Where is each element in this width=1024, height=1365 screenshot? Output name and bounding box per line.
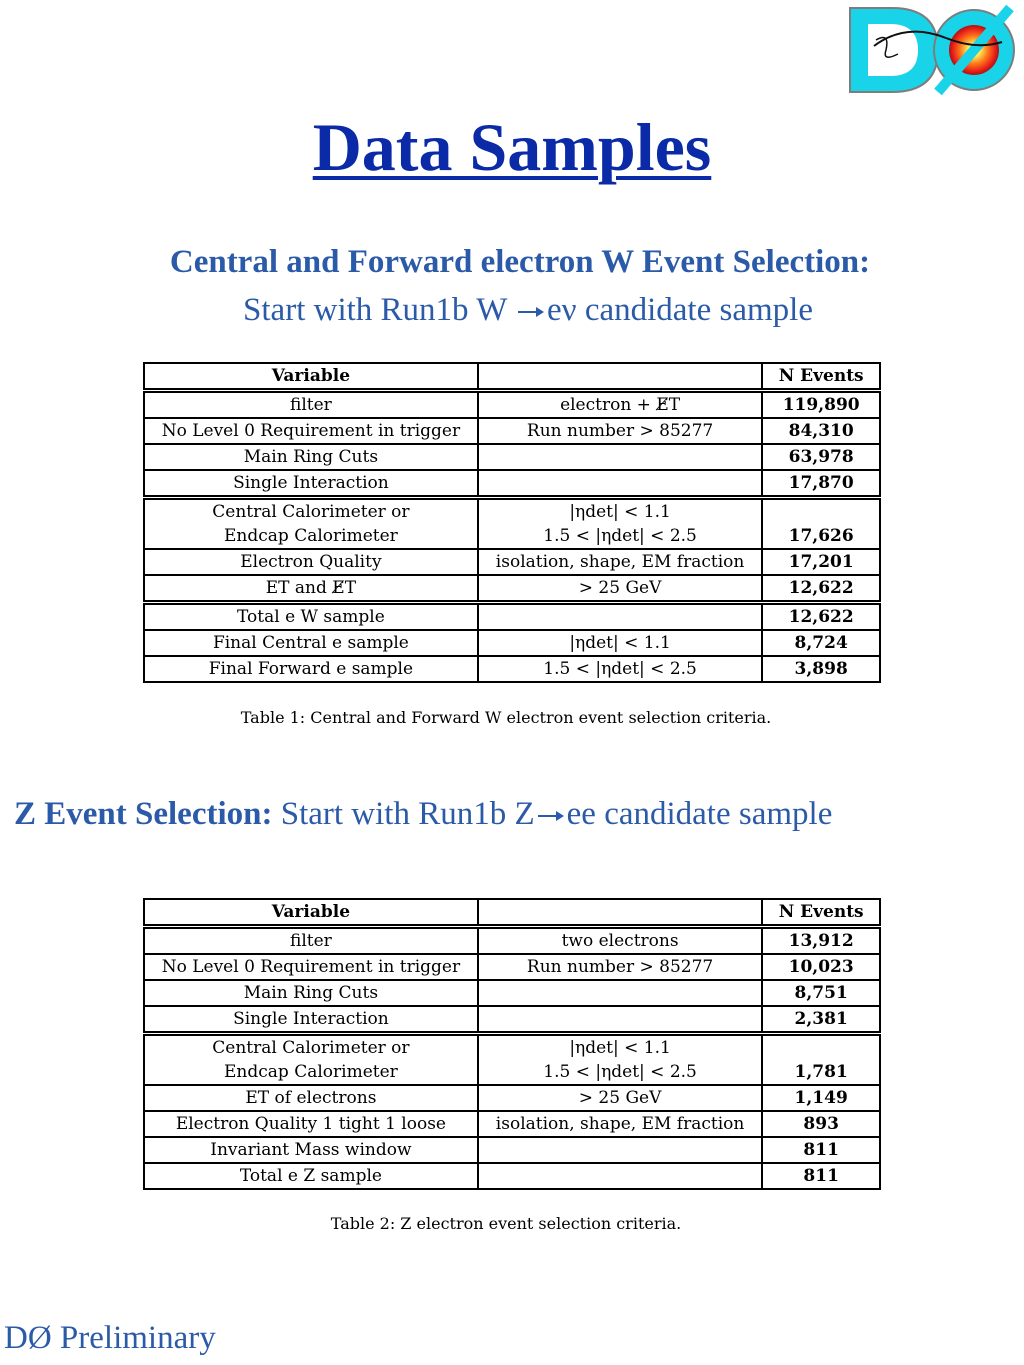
- page-title-text: Data Samples: [312, 109, 712, 185]
- cell-variable: Invariant Mass window: [144, 1137, 478, 1163]
- cell-criteria: isolation, shape, EM fraction: [478, 549, 763, 575]
- z-line-suffix: ee candidate sample: [566, 796, 833, 832]
- cell-n-events: 63,978: [762, 444, 880, 470]
- cell-criteria: |ηdet| < 1.1 1.5 < |ηdet| < 2.5: [478, 1034, 763, 1086]
- d0-logo: [846, 2, 1018, 98]
- table-row: [144, 656, 880, 682]
- header-n-events: N Events: [762, 899, 880, 927]
- cell-variable: Electron Quality: [144, 549, 478, 575]
- cell-n-events: 119,890: [762, 391, 880, 419]
- w-selection-line: [0, 292, 1024, 329]
- cell-criteria: electron + E̸T: [478, 391, 763, 419]
- cell-n-events: 2,381: [762, 1006, 880, 1034]
- table-row: [144, 1085, 880, 1111]
- cell-variable: ET and E̸T: [144, 575, 478, 603]
- w-selection-heading: Central and Forward electron W Event Selection:: [169, 244, 871, 280]
- cell-variable: No Level 0 Requirement in trigger: [144, 954, 478, 980]
- cell-variable: Central Calorimeter or Endcap Calorimeter: [144, 498, 478, 550]
- cell-variable: Total e Z sample: [144, 1163, 478, 1189]
- z-selection-line: [14, 796, 832, 833]
- cell-criteria: [478, 444, 763, 470]
- table-row: [144, 980, 880, 1006]
- cell-criteria: two electrons: [478, 927, 763, 955]
- table-row: [144, 444, 880, 470]
- cell-n-events: 84,310: [762, 418, 880, 444]
- cell-criteria: |ηdet| < 1.1: [478, 630, 763, 656]
- cell-n-events: 1,781: [762, 1034, 880, 1086]
- cell-criteria: [478, 1006, 763, 1034]
- cell-n-events: 8,751: [762, 980, 880, 1006]
- cell-n-events: 17,870: [762, 470, 880, 498]
- d0-logo-graphic: [846, 2, 1018, 98]
- table-row: [144, 575, 880, 603]
- cell-criteria: |ηdet| < 1.1 1.5 < |ηdet| < 2.5: [478, 498, 763, 550]
- cell-n-events: 12,622: [762, 575, 880, 603]
- table-row: [144, 549, 880, 575]
- z-selection-heading: Z Event Selection:: [14, 796, 273, 832]
- table-header-row: [144, 899, 880, 927]
- cell-variable: Single Interaction: [144, 1006, 478, 1034]
- z-selection-table: [143, 898, 881, 1190]
- cell-criteria: 1.5 < |ηdet| < 2.5: [478, 656, 763, 682]
- cell-criteria: [478, 980, 763, 1006]
- cell-n-events: 8,724: [762, 630, 880, 656]
- table-row: [144, 418, 880, 444]
- cell-n-events: 1,149: [762, 1085, 880, 1111]
- header-variable: Variable: [144, 363, 478, 391]
- table-row: [144, 603, 880, 631]
- z-line-prefix: Start with Run1b Z: [280, 796, 535, 832]
- cell-n-events: 12,622: [762, 603, 880, 631]
- page-title: [0, 108, 1024, 187]
- table-row: [144, 391, 880, 419]
- cell-n-events: 811: [762, 1137, 880, 1163]
- table2-caption: Table 2: Z electron event selection criteria.: [330, 1214, 682, 1233]
- cell-variable: filter: [144, 391, 478, 419]
- cell-variable: ET of electrons: [144, 1085, 478, 1111]
- cell-criteria: Run number > 85277: [478, 418, 763, 444]
- cell-criteria: > 25 GeV: [478, 575, 763, 603]
- table-row: [144, 1034, 880, 1086]
- cell-criteria: > 25 GeV: [478, 1085, 763, 1111]
- table-row: [144, 954, 880, 980]
- cell-variable: Final Forward e sample: [144, 656, 478, 682]
- header-variable: Variable: [144, 899, 478, 927]
- table-row: [144, 1163, 880, 1189]
- header-criteria: [478, 899, 763, 927]
- w-line-suffix: eν candidate sample: [547, 292, 813, 328]
- table-row: [144, 470, 880, 498]
- cell-n-events: 10,023: [762, 954, 880, 980]
- cell-variable: Electron Quality 1 tight 1 loose: [144, 1111, 478, 1137]
- cell-n-events: 13,912: [762, 927, 880, 955]
- cell-variable: filter: [144, 927, 478, 955]
- right-arrow-icon: [538, 811, 564, 821]
- cell-n-events: 893: [762, 1111, 880, 1137]
- cell-variable: Single Interaction: [144, 470, 478, 498]
- cell-variable: Main Ring Cuts: [144, 980, 478, 1006]
- cell-criteria: Run number > 85277: [478, 954, 763, 980]
- right-arrow-icon: [518, 307, 544, 317]
- cell-criteria: [478, 603, 763, 631]
- table-row: [144, 927, 880, 955]
- table-row: [144, 630, 880, 656]
- cell-n-events: 3,898: [762, 656, 880, 682]
- cell-criteria: [478, 1137, 763, 1163]
- cell-criteria: [478, 470, 763, 498]
- table-row: [144, 1111, 880, 1137]
- cell-variable: Final Central e sample: [144, 630, 478, 656]
- cell-n-events: 17,626: [762, 498, 880, 550]
- header-n-events: N Events: [762, 363, 880, 391]
- cell-criteria: [478, 1163, 763, 1189]
- table-row: [144, 1137, 880, 1163]
- footer-preliminary: DØ Preliminary: [4, 1320, 216, 1356]
- table-row: [144, 498, 880, 550]
- cell-variable: No Level 0 Requirement in trigger: [144, 418, 478, 444]
- table-row: [144, 1006, 880, 1034]
- cell-n-events: 17,201: [762, 549, 880, 575]
- cell-variable: Main Ring Cuts: [144, 444, 478, 470]
- cell-variable: Central Calorimeter or Endcap Calorimeter: [144, 1034, 478, 1086]
- cell-variable: Total e W sample: [144, 603, 478, 631]
- table1-caption: Table 1: Central and Forward W electron event selection criteria.: [240, 708, 772, 727]
- cell-criteria: isolation, shape, EM fraction: [478, 1111, 763, 1137]
- w-line-prefix: Start with Run1b W: [243, 292, 507, 328]
- table-header-row: [144, 363, 880, 391]
- cell-n-events: 811: [762, 1163, 880, 1189]
- w-selection-table: [143, 362, 881, 683]
- header-criteria: [478, 363, 763, 391]
